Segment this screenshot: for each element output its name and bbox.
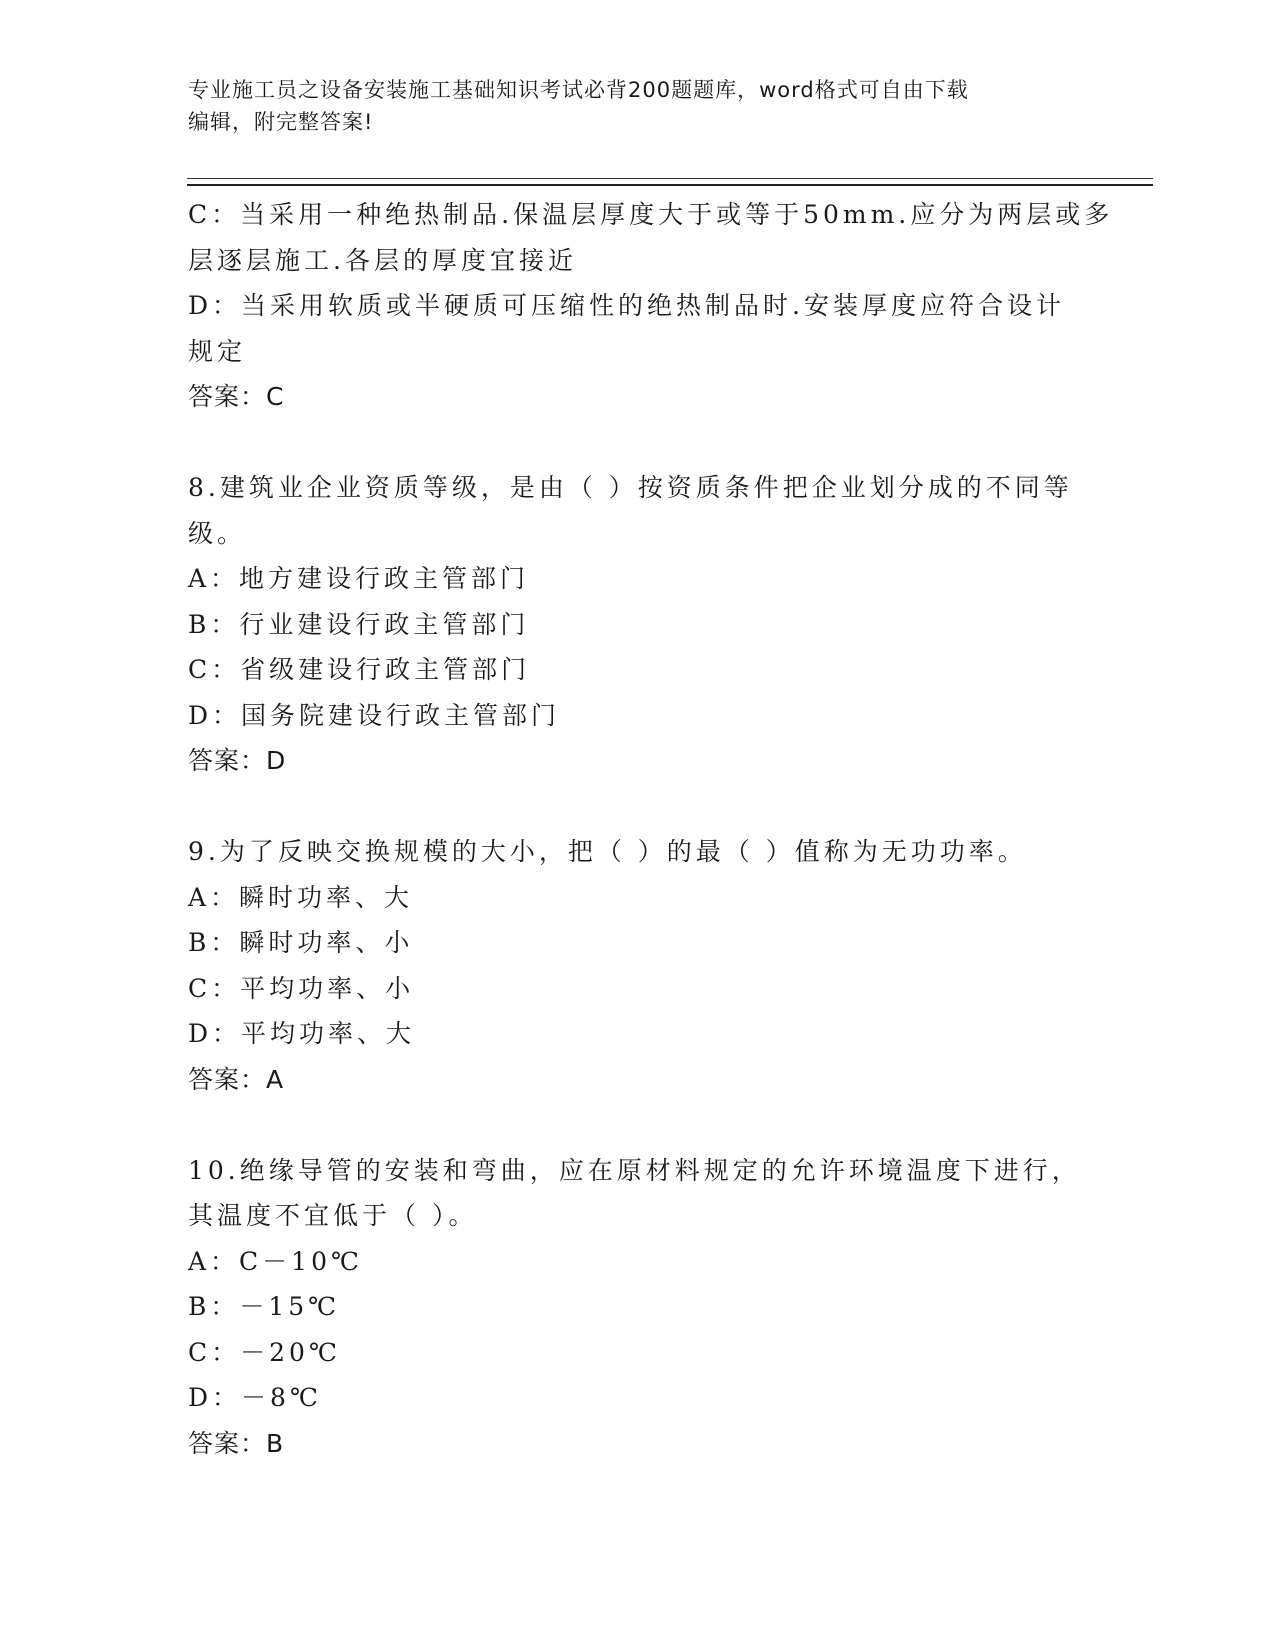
q10-option-a: A：C－10℃ xyxy=(188,1246,363,1276)
q8-stem-line1: 8.建筑业企业资质等级，是由（ ）按资质条件把企业划分成的不同等 xyxy=(188,473,1073,502)
header-title-line1: 专业施工员之设备安装施工基础知识考试必背200题题库，word格式可自由下载 xyxy=(188,78,969,102)
question-spacer xyxy=(188,1102,1088,1148)
question-7-tail xyxy=(188,192,1114,420)
q8-option-b: B：行业建设行政主管部门 xyxy=(188,609,530,639)
q7-option-c-line2: 层逐层施工.各层的厚度宜接近 xyxy=(188,245,577,275)
header-title-line2: 编辑，附完整答案! xyxy=(188,110,374,134)
q8-stem-line2: 级。 xyxy=(188,518,247,548)
header-divider-thin xyxy=(187,178,1153,179)
q10-stem-line1: 10.绝缘导管的安装和弯曲，应在原材料规定的允许环境温度下进行， xyxy=(188,1155,1081,1185)
question-10 xyxy=(188,1148,1088,1467)
q10-option-b: B：－15℃ xyxy=(188,1292,341,1321)
q7-option-d-line1: D：当采用软质或半硬质可压缩性的绝热制品时.安装厚度应符合设计 xyxy=(188,291,1065,320)
q9-answer: 答案：A xyxy=(188,1064,285,1094)
question-spacer xyxy=(188,784,1088,830)
q9-option-c: C：平均功率、小 xyxy=(188,973,415,1003)
q8-option-d: D：国务院建设行政主管部门 xyxy=(188,700,561,730)
q9-option-b: B：瞬时功率、小 xyxy=(188,928,414,957)
q8-answer: 答案：D xyxy=(188,746,287,775)
q10-answer: 答案：B xyxy=(188,1428,285,1458)
question-8 xyxy=(188,465,1088,784)
q9-option-a: A：瞬时功率、大 xyxy=(188,882,414,912)
q8-option-c: C：省级建设行政主管部门 xyxy=(188,655,531,684)
q7-option-d-line2: 规定 xyxy=(188,336,247,366)
q7-answer: 答案：C xyxy=(188,382,285,411)
q7-option-c-line1: C：当采用一种绝热制品.保温层厚度大于或等于50mm.应分为两层或多 xyxy=(188,200,1114,229)
question-list xyxy=(188,192,1114,1466)
question-spacer xyxy=(188,420,1088,466)
question-9 xyxy=(188,829,1088,1102)
document-header xyxy=(188,74,1068,138)
q9-option-d: D：平均功率、大 xyxy=(188,1019,416,1048)
header-divider-thick xyxy=(187,184,1153,186)
q9-stem: 9.为了反映交换规模的大小，把（ ）的最（ ）值称为无功功率。 xyxy=(188,837,1027,866)
q10-option-c: C：－20℃ xyxy=(188,1337,341,1367)
q10-stem-line2: 其温度不宜低于（ ）。 xyxy=(188,1201,478,1230)
q8-option-a: A：地方建设行政主管部门 xyxy=(188,564,530,593)
q10-option-d: D：－8℃ xyxy=(188,1383,322,1412)
